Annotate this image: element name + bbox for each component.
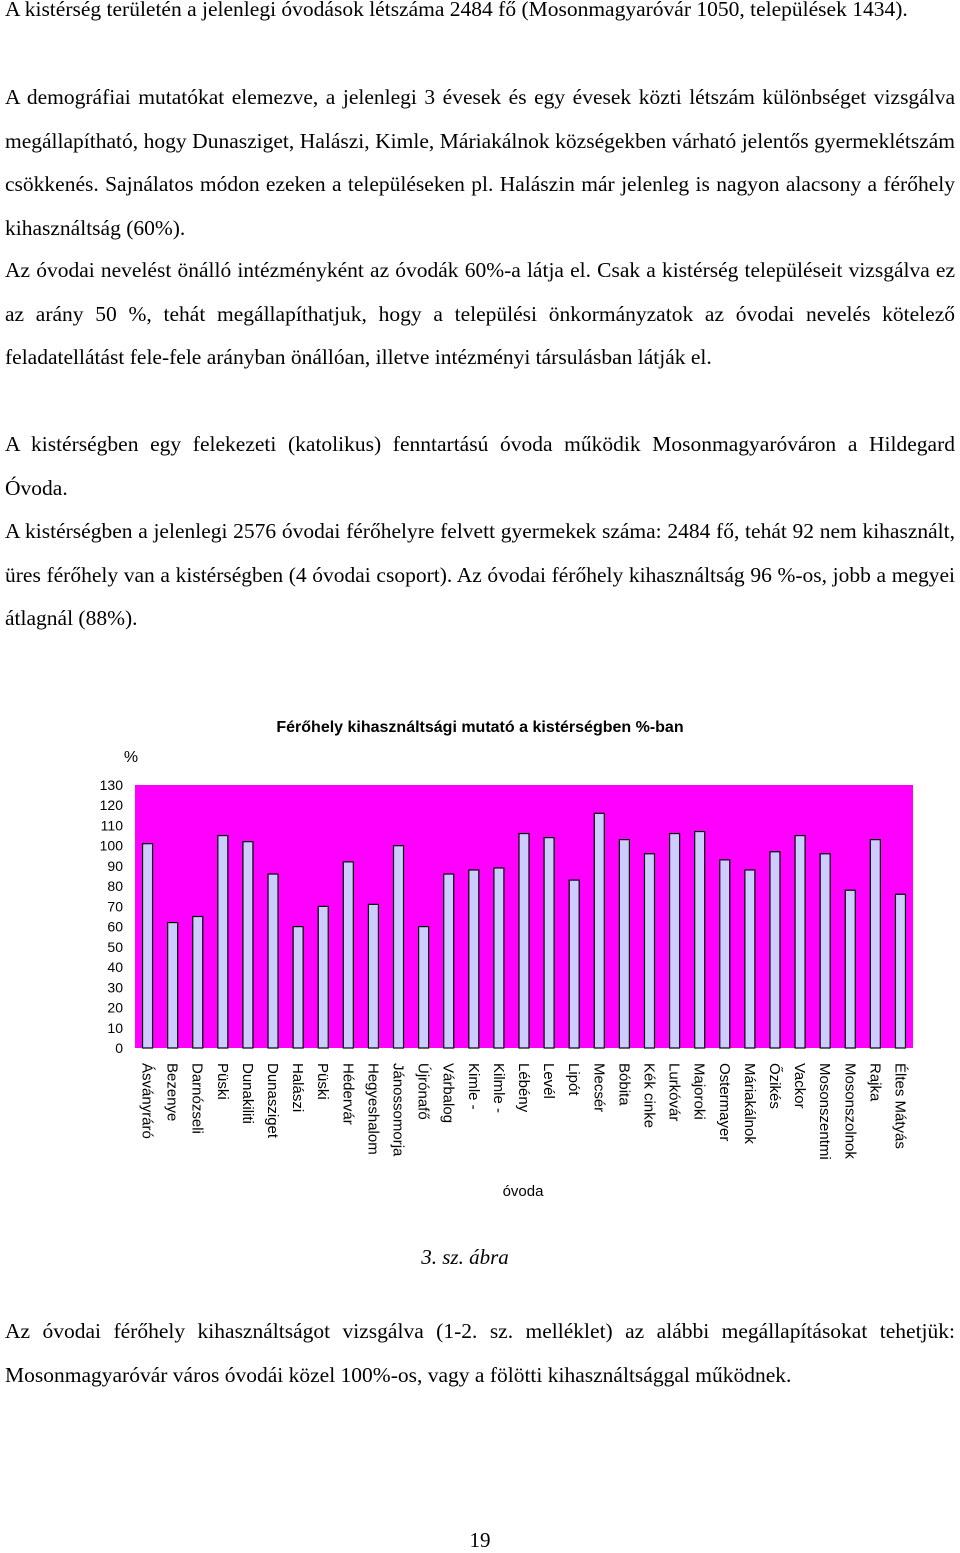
x-tick-label: Levél xyxy=(540,1063,558,1099)
bar xyxy=(770,852,780,1048)
bar xyxy=(193,917,203,1049)
bar xyxy=(594,813,604,1048)
bar xyxy=(168,923,178,1048)
x-tick-label: Püski xyxy=(213,1063,231,1100)
y-tick-label: 20 xyxy=(107,999,123,1016)
paragraph-2: A demográfiai mutatókat elemezve, a jelenlegi 3 évesek és egy évesek közti létszám különbséget vizsgálva megállapítható, hogy Dunasziget, Halászi, Kimle, Máriakálnok községekben várható jelentős gyermeklétszám csökkenés. Sajnálatos módon ezeken a településeken pl. Halászin már jelenleg is nagyon alacsony a férőhely kihasználtság (60%). xyxy=(5,85,955,240)
x-tick-label: Halászi xyxy=(289,1063,307,1113)
bar xyxy=(820,854,830,1048)
x-axis-label: óvoda xyxy=(502,1183,544,1200)
bar xyxy=(795,836,805,1048)
figure-caption: 3. sz. ábra xyxy=(421,1245,509,1269)
x-tick-label: Kimle - xyxy=(464,1063,482,1110)
bar xyxy=(293,927,303,1048)
y-tick-label: 120 xyxy=(99,797,123,814)
x-tick-label: Dunasziget xyxy=(264,1063,282,1139)
x-tick-label: Őzikés xyxy=(765,1063,783,1109)
x-tick-label: Püski xyxy=(314,1063,332,1100)
x-tick-label: Várbalog xyxy=(439,1063,457,1124)
x-tick-label: Lipót xyxy=(565,1063,583,1096)
y-tick-label: 80 xyxy=(107,878,123,895)
x-tick-label: Lébény xyxy=(515,1063,532,1113)
bar xyxy=(544,838,554,1048)
x-tick-label: Hegyeshalom xyxy=(364,1063,382,1155)
bar xyxy=(569,880,579,1048)
chart-title: Férőhely kihasználtsági mutató a kistérségben %-ban xyxy=(276,719,684,736)
bar xyxy=(644,854,654,1048)
bar xyxy=(469,870,479,1048)
paragraph-1: A kistérség területén a jelenlegi óvodások létszáma 2484 fő (Mosonmagyaróvár 1050, települések 1434). xyxy=(5,0,908,21)
bar xyxy=(695,832,705,1048)
chart-container xyxy=(0,700,960,1220)
bar xyxy=(243,842,253,1048)
bar xyxy=(143,844,153,1048)
y-tick-label: 110 xyxy=(100,817,123,834)
bar xyxy=(745,870,755,1048)
page-number: 19 xyxy=(469,1528,491,1552)
bar xyxy=(494,868,504,1048)
bar xyxy=(368,904,378,1048)
paragraph-4: A kistérségben egy felekezeti (katolikus) fenntartású óvoda működik Mosonmagyaróváron a Hildegard Óvoda. xyxy=(5,432,955,500)
y-tick-label: 40 xyxy=(107,959,123,976)
x-tick-label: Kék cinke xyxy=(640,1063,658,1129)
bar xyxy=(519,834,529,1048)
x-tick-label: Darnózseli xyxy=(188,1063,206,1134)
y-tick-label: 10 xyxy=(107,1019,123,1036)
bar xyxy=(870,840,880,1048)
bar xyxy=(218,836,228,1048)
y-tick-label: 90 xyxy=(107,857,123,874)
x-tick-label: Ostermayer xyxy=(715,1063,733,1142)
x-tick-label: Majoroki xyxy=(690,1063,708,1120)
x-tick-label: Mecsér xyxy=(590,1063,608,1113)
y-tick-label: 70 xyxy=(107,898,123,915)
y-tick-label: 0 xyxy=(115,1040,123,1056)
paragraph-5: A kistérségben a jelenlegi 2576 óvodai férőhelyre felvett gyermekek száma: 2484 fő, tehát 92 nem kihasznált, üres férőhely van a kistérségben (4 óvodai csoport). Az óvodai férőhely kihasználtság 96 %-os, jobb a megyei átlagnál (88%). xyxy=(5,519,955,630)
bar xyxy=(845,890,855,1048)
bar xyxy=(444,874,454,1048)
x-tick-label: Máriakálnok xyxy=(740,1063,758,1144)
x-tick-label: Bóbita xyxy=(615,1063,633,1106)
y-tick-label: 130 xyxy=(99,777,123,793)
x-tick-label: Jánossomorja xyxy=(389,1063,407,1157)
bar xyxy=(419,927,429,1048)
paragraph-3: Az óvodai nevelést önálló intézményként az óvodák 60%-a látja el. Csak a kistérség településeit vizsgálva ez az arány 50 %, tehát megállapíthatjuk, hogy a települési önkormányzatok az óvodai nevelés kötelező feladatellátást fele-fele arányban önállóan, illetve intézményi társulásban látják el. xyxy=(5,258,955,369)
y-tick-label: 100 xyxy=(99,837,123,854)
bar xyxy=(720,860,730,1048)
bar xyxy=(670,834,680,1048)
x-tick-label: Lurkóvár xyxy=(665,1063,683,1122)
x-tick-label: Dunakiliti xyxy=(238,1063,256,1124)
x-tick-label: Újrónafő xyxy=(414,1063,432,1120)
x-tick-label: Rajka xyxy=(866,1063,884,1102)
bar xyxy=(318,906,328,1048)
bar xyxy=(619,840,629,1048)
x-tick-label: Hédervár xyxy=(339,1063,357,1125)
x-tick-label: Éltes Mátyás xyxy=(891,1063,909,1149)
y-tick-label: 60 xyxy=(107,918,123,935)
x-tick-label: Mosonszentmi xyxy=(816,1063,834,1160)
bar-chart xyxy=(0,700,960,1220)
y-axis-label: % xyxy=(123,749,139,766)
x-tick-label: Mosonszolnok xyxy=(841,1063,859,1159)
bar xyxy=(268,874,278,1048)
y-tick-label: 30 xyxy=(107,979,123,996)
y-tick-label: 50 xyxy=(107,938,123,955)
x-tick-label: Bezenye xyxy=(163,1063,181,1122)
bar xyxy=(895,894,905,1048)
x-tick-label: Vackor xyxy=(791,1063,809,1109)
x-tick-label: Kilmle - xyxy=(489,1063,507,1114)
bar xyxy=(394,846,404,1048)
bar xyxy=(343,862,353,1048)
paragraph-6: Az óvodai férőhely kihasználtságot vizsgálva (1-2. sz. melléklet) az alábbi megállapításokat tehetjük: Mosonmagyaróvár város óvodái közel 100%-os, vagy a fölötti kihasználtsággal működnek. xyxy=(5,1319,955,1387)
x-tick-label: Ásványráró xyxy=(138,1063,156,1139)
